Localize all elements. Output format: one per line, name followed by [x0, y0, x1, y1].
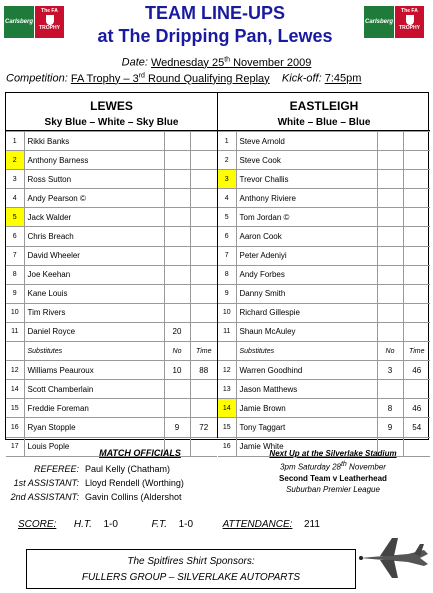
player-name: Tom Jordan ©	[236, 208, 377, 227]
player-name: Kane Louis	[24, 284, 164, 303]
sub-time: 54	[403, 418, 430, 437]
kickoff-time: 7:45pm	[324, 72, 362, 85]
next-fixture-teams: Second Team v Leatherhead	[279, 473, 387, 483]
sub-off-number	[164, 303, 190, 322]
sub-off-number	[377, 303, 403, 322]
player-name: Rikki Banks	[24, 132, 164, 151]
shirt-sponsor-box	[26, 549, 356, 589]
next-fixture-heading: Next Up at the Silverlake Stadium	[269, 449, 397, 458]
player-row	[6, 208, 217, 227]
player-row	[6, 246, 217, 265]
match-officials	[5, 448, 235, 504]
shirt-number: 2	[218, 151, 236, 170]
sub-time	[190, 227, 217, 246]
sub-time	[403, 189, 430, 208]
substitute-row	[218, 380, 430, 399]
subs-no-label: No	[164, 342, 190, 361]
player-row	[6, 151, 217, 170]
player-row	[6, 227, 217, 246]
shirt-number: 12	[218, 361, 236, 380]
sub-off-number	[377, 246, 403, 265]
shirt-number: 15	[218, 418, 236, 437]
replaced-number: 9	[164, 418, 190, 437]
replaced-number	[164, 399, 190, 418]
player-row	[218, 265, 430, 284]
spitfire-plane-icon	[358, 534, 430, 582]
shirt-number: 14	[6, 380, 24, 399]
sub-time	[403, 380, 430, 399]
shirt-number: 13	[218, 380, 236, 399]
competition-value	[71, 73, 270, 85]
official-name: Paul Kelly (Chatham)	[85, 464, 171, 474]
fa-logo-text: The FA	[41, 8, 58, 14]
player-name: Jason Matthews	[236, 380, 377, 399]
trophy-icon	[46, 15, 54, 25]
player-name: Steve Cook	[236, 151, 377, 170]
date-day: Wednesday 25	[151, 56, 225, 69]
next-fixture-league: Suburban Premier League	[286, 484, 380, 494]
player-name: Andy Pearson ©	[24, 189, 164, 208]
sub-time	[190, 189, 217, 208]
player-name: Richard Gillespie	[236, 303, 377, 322]
player-name: Danny Smith	[236, 284, 377, 303]
sub-time	[403, 322, 430, 341]
next-when-a: 3pm Saturday 28	[280, 462, 341, 472]
sub-time: 46	[403, 399, 430, 418]
kickoff-label: Kick-off:	[281, 72, 322, 85]
player-row	[218, 208, 430, 227]
official-row	[5, 490, 235, 504]
fa-trophy-logo	[35, 6, 64, 38]
subs-header-blank	[218, 342, 236, 361]
substitute-row	[6, 399, 217, 418]
player-name: Scott Chamberlain	[24, 380, 164, 399]
sub-off-number	[377, 189, 403, 208]
player-name: Ross Sutton	[24, 170, 164, 189]
sub-time	[403, 284, 430, 303]
away-team-kit: White – Blue – Blue	[277, 117, 371, 128]
player-name: Ryan Stopple	[24, 418, 164, 437]
replaced-number: 8	[377, 399, 403, 418]
player-name: Steve Arnold	[236, 132, 377, 151]
subs-time-label: Time	[190, 342, 217, 361]
official-row	[5, 462, 235, 476]
sub-off-number	[377, 265, 403, 284]
shirt-number: 5	[218, 208, 236, 227]
player-name: David Wheeler	[24, 246, 164, 265]
shirt-number: 12	[6, 361, 24, 380]
home-team-name: LEWES	[90, 99, 133, 113]
player-row	[218, 246, 430, 265]
shirt-number: 3	[6, 170, 24, 189]
sub-time	[190, 246, 217, 265]
shirt-number: 2	[6, 151, 24, 170]
sub-off-number	[164, 246, 190, 265]
sub-off-number	[164, 170, 190, 189]
attendance-label: ATTENDANCE:	[222, 519, 293, 530]
shirt-number: 4	[218, 189, 236, 208]
official-name: Gavin Collins (Aldershot	[85, 492, 182, 502]
player-name: Freddie Foreman	[24, 399, 164, 418]
sub-time	[403, 132, 430, 151]
ht-score: 1-0	[103, 519, 118, 530]
shirt-number: 7	[218, 246, 236, 265]
sub-time	[190, 151, 217, 170]
sub-off-number	[377, 170, 403, 189]
subs-no-label: No	[377, 342, 403, 361]
lineup-table	[5, 92, 429, 452]
competition-value-b: Round Qualifying Replay	[144, 72, 270, 85]
sub-time	[403, 303, 430, 322]
trophy-logo-text: TROPHY	[399, 25, 420, 31]
date-value	[151, 57, 311, 69]
sub-time	[403, 151, 430, 170]
sub-time	[403, 170, 430, 189]
player-name: Andy Forbes	[236, 265, 377, 284]
sub-time	[190, 265, 217, 284]
shirt-number: 3	[218, 170, 236, 189]
shirt-number: 1	[218, 132, 236, 151]
player-name: Anthony Barness	[24, 151, 164, 170]
next-when-sup: th	[340, 461, 347, 468]
sub-time	[190, 284, 217, 303]
shirt-number: 10	[6, 303, 24, 322]
sponsor-names: FULLERS GROUP – SILVERLAKE AUTOPARTS	[81, 572, 301, 583]
sub-off-number: 20	[164, 322, 190, 341]
player-row	[218, 303, 430, 322]
player-name: Tony Taggart	[236, 418, 377, 437]
substitutes-label: Substitutes	[236, 342, 377, 361]
player-name: Williams Peauroux	[24, 361, 164, 380]
shirt-number: 7	[6, 246, 24, 265]
date-rest: November 2009	[230, 56, 312, 69]
official-row	[5, 476, 235, 490]
player-row	[6, 189, 217, 208]
away-team-header	[218, 93, 430, 131]
sub-time: 46	[403, 361, 430, 380]
page-subtitle: at The Dripping Pan, Lewes	[97, 26, 333, 46]
player-name: Jamie Brown	[236, 399, 377, 418]
shirt-number: 11	[218, 322, 236, 341]
sub-off-number	[377, 322, 403, 341]
substitute-row	[218, 399, 430, 418]
player-name: Shaun McAuley	[236, 322, 377, 341]
player-row	[218, 322, 430, 341]
player-row	[218, 170, 430, 189]
shirt-number: 1	[6, 132, 24, 151]
player-row	[6, 170, 217, 189]
fa-trophy-logo	[395, 6, 424, 38]
match-date	[0, 56, 433, 69]
shirt-number: 4	[6, 189, 24, 208]
shirt-number: 11	[6, 322, 24, 341]
player-row	[218, 189, 430, 208]
player-name: Louis Pople	[24, 437, 164, 456]
home-team-header	[6, 93, 217, 131]
player-name: Aaron Cook	[236, 227, 377, 246]
sub-off-number	[164, 151, 190, 170]
player-name: Anthony Riviere	[236, 189, 377, 208]
player-name: Peter Adeniyi	[236, 246, 377, 265]
sub-time: 72	[190, 418, 217, 437]
sub-time	[190, 170, 217, 189]
date-sup: th	[224, 56, 231, 63]
page-title: TEAM LINE-UPS	[144, 3, 285, 23]
sub-off-number	[164, 208, 190, 227]
player-row	[218, 284, 430, 303]
player-row	[6, 303, 217, 322]
sub-off-number	[164, 189, 190, 208]
replaced-number: 3	[377, 361, 403, 380]
shirt-number: 5	[6, 208, 24, 227]
competition-label: Competition:	[6, 72, 68, 85]
player-name: Warren Goodhind	[236, 361, 377, 380]
sub-off-number	[164, 265, 190, 284]
competition-line	[6, 72, 431, 85]
shirt-number: 8	[218, 265, 236, 284]
shirt-number: 9	[218, 284, 236, 303]
shirt-number: 6	[6, 227, 24, 246]
player-row	[6, 322, 217, 341]
away-players-table	[218, 131, 430, 457]
shirt-number: 16	[218, 437, 236, 456]
replaced-number: 9	[377, 418, 403, 437]
sub-off-number	[377, 284, 403, 303]
sponsor-logo-left	[4, 6, 64, 38]
score-line	[18, 519, 428, 530]
official-name: Lloyd Rendell (Worthing)	[85, 478, 184, 488]
ft-score: 1-0	[178, 519, 194, 530]
substitute-row	[218, 418, 430, 437]
ht-label: H.T.	[73, 519, 92, 530]
shirt-number: 15	[6, 399, 24, 418]
trophy-icon	[406, 15, 414, 25]
sub-off-number	[377, 151, 403, 170]
official-role: 2nd ASSISTANT:	[10, 492, 79, 502]
next-fixture-when	[238, 459, 428, 473]
home-team-kit: Sky Blue – White – Sky Blue	[44, 117, 179, 128]
sub-time	[403, 227, 430, 246]
official-role: 1st ASSISTANT:	[13, 478, 79, 488]
sub-time	[403, 246, 430, 265]
sub-time	[190, 208, 217, 227]
sub-off-number	[164, 284, 190, 303]
sub-time	[190, 303, 217, 322]
substitutes-header-row	[218, 342, 430, 361]
player-name: Joe Keehan	[24, 265, 164, 284]
home-team-column	[6, 93, 218, 452]
replaced-number	[164, 380, 190, 399]
sponsor-logo-right	[364, 6, 424, 38]
substitute-row	[218, 361, 430, 380]
carlsberg-logo: Carlsberg	[364, 6, 394, 38]
substitute-row	[6, 380, 217, 399]
competition-sup: rd	[138, 72, 145, 79]
competition-value-a: FA Trophy – 3	[70, 72, 139, 85]
player-name: Daniel Royce	[24, 322, 164, 341]
player-name: Chris Breach	[24, 227, 164, 246]
sub-time	[190, 132, 217, 151]
shirt-number: 14	[218, 399, 236, 418]
shirt-number: 9	[6, 284, 24, 303]
carlsberg-logo: Carlsberg	[4, 6, 34, 38]
sub-off-number	[377, 208, 403, 227]
sponsor-heading: The Spitfires Shirt Sponsors:	[127, 556, 255, 567]
player-name: Trevor Challis	[236, 170, 377, 189]
sub-off-number	[377, 227, 403, 246]
substitute-row	[6, 418, 217, 437]
player-row	[6, 132, 217, 151]
shirt-number: 17	[6, 437, 24, 456]
sub-time	[403, 265, 430, 284]
shirt-number: 16	[6, 418, 24, 437]
sub-off-number	[164, 227, 190, 246]
substitutes-label: Substitutes	[24, 342, 164, 361]
player-name: Jamie White	[236, 437, 377, 456]
shirt-number: 8	[6, 265, 24, 284]
substitute-row	[6, 361, 217, 380]
home-players-table	[6, 131, 217, 457]
player-row	[6, 284, 217, 303]
subs-header-blank	[6, 342, 24, 361]
trophy-logo-text: TROPHY	[39, 25, 60, 31]
away-team-column	[218, 93, 430, 452]
sub-time	[190, 322, 217, 341]
replaced-number	[377, 380, 403, 399]
sub-time	[403, 208, 430, 227]
fa-logo-text: The FA	[401, 8, 418, 14]
sub-time	[190, 380, 217, 399]
shirt-number: 10	[218, 303, 236, 322]
player-name: Jack Walder	[24, 208, 164, 227]
player-row	[218, 151, 430, 170]
officials-heading: MATCH OFFICIALS	[99, 448, 181, 458]
sub-time: 88	[190, 361, 217, 380]
replaced-number: 10	[164, 361, 190, 380]
player-row	[218, 132, 430, 151]
next-when-b: November	[346, 462, 386, 472]
player-name: Tim Rivers	[24, 303, 164, 322]
player-row	[6, 265, 217, 284]
sub-off-number	[164, 132, 190, 151]
score-label: SCORE:	[18, 519, 57, 530]
sub-time	[190, 399, 217, 418]
ft-label: F.T.	[151, 519, 168, 530]
subs-time-label: Time	[403, 342, 430, 361]
next-fixture	[238, 448, 428, 495]
away-team-name: EASTLEIGH	[289, 99, 359, 113]
player-row	[218, 227, 430, 246]
shirt-number: 6	[218, 227, 236, 246]
official-role: REFEREE:	[33, 464, 79, 474]
substitutes-header-row	[6, 342, 217, 361]
sub-off-number	[377, 132, 403, 151]
attendance-value: 211	[304, 519, 320, 530]
date-label: Date:	[121, 56, 148, 69]
